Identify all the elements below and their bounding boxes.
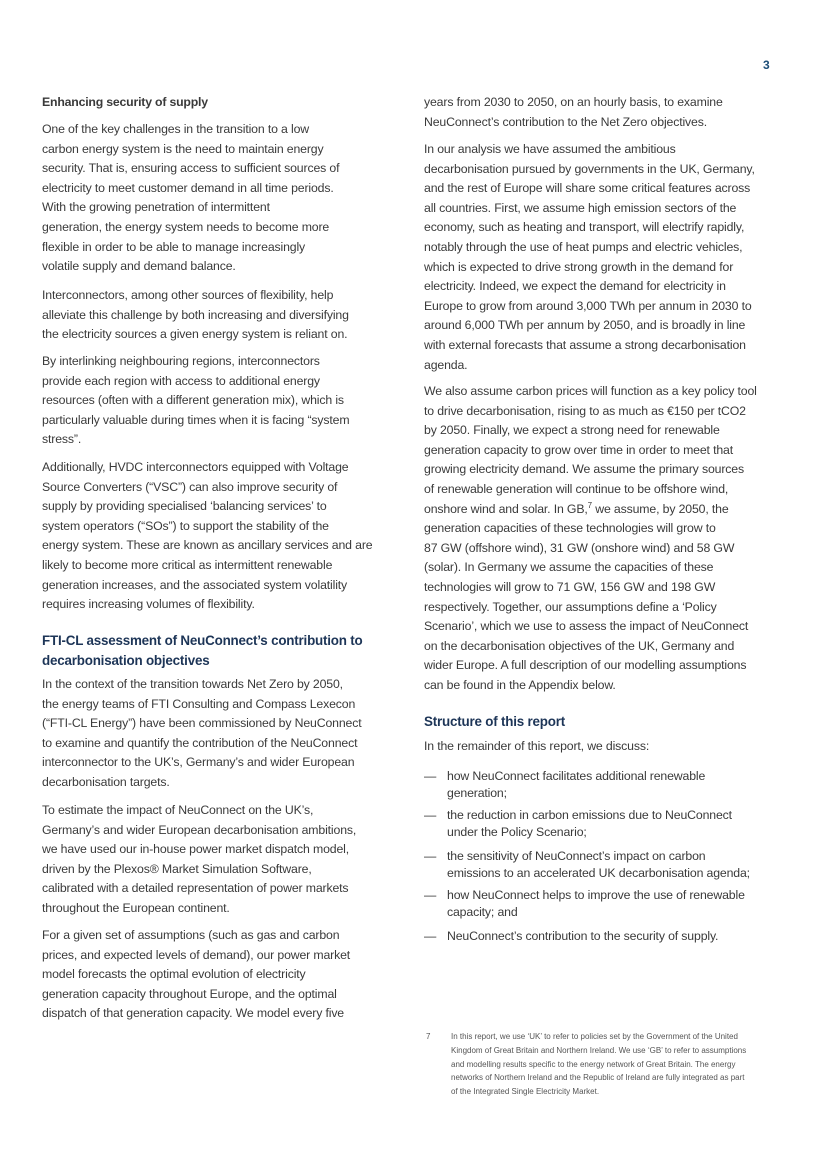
text-line: resources (often with a different generation mix), which is — [42, 393, 344, 408]
text-line: electricity to meet customer demand in all time periods. — [42, 180, 334, 195]
text-line: Source Converters (“VSC”) can also improve security of — [42, 479, 338, 494]
footnote-line: networks of Northern Ireland and the Republic of Ireland are fully integrated as part — [451, 1073, 745, 1083]
section-heading-structure: Structure of this report — [424, 714, 566, 729]
paragraph — [42, 926, 350, 1024]
text-line: to drive decarbonisation, rising to as much as €150 per tCO2 — [424, 403, 746, 418]
list-item-line: how NeuConnect facilitates additional renewable — [447, 769, 706, 783]
list-item-line: capacity; and — [447, 905, 518, 919]
text-line: (“FTI-CL Energy”) have been commissioned by NeuConnect — [42, 716, 362, 731]
list-item-line: the reduction in carbon emissions due to NeuConnect — [447, 808, 732, 822]
text-line: Scenario’, which we use to assess the impact of NeuConnect — [424, 619, 749, 634]
text-line: all countries. First, we assume high emission sectors of the — [424, 200, 737, 215]
text-line: provide each region with access to additional energy — [42, 373, 320, 388]
text-line: on the decarbonisation objectives of the UK, Germany and — [424, 638, 735, 653]
text-line: the energy teams of FTI Consulting and Compass Lexecon — [42, 696, 356, 711]
text-line: Europe to grow from around 3,000 TWh per annum in 2030 to — [424, 298, 752, 313]
text-line: particularly valuable during times when it is facing “system — [42, 412, 350, 427]
text-line: 87 GW (offshore wind), 31 GW (onshore wind) and 58 GW — [424, 540, 735, 555]
text-line: One of the key challenges in the transition to a low — [42, 122, 309, 136]
text-line: prices, and expected levels of demand), our power market — [42, 947, 351, 962]
list-item-line: emissions to an accelerated UK decarbonisation agenda; — [447, 866, 750, 880]
paragraph-part — [424, 519, 757, 695]
text-line: calibrated with a detailed representation of power markets — [42, 881, 349, 896]
heading-line: decarbonisation objectives — [42, 652, 210, 668]
list-item — [424, 887, 784, 921]
text-line: NeuConnect’s contribution to the Net Zero objectives. — [424, 114, 708, 129]
footnote-number: 7 — [426, 1032, 431, 1041]
text-line: generation capacities of these technologies will grow to — [424, 521, 716, 536]
text-line: Germany’s and wider European decarbonisation ambitions, — [42, 822, 357, 837]
footnote-line: Kingdom of Great Britain and Northern Ireland. We use ‘GB’ to refer to assumptions — [451, 1045, 747, 1055]
text-line: which is expected to drive strong growth in the demand for — [424, 259, 734, 274]
text-line — [424, 500, 757, 520]
text-line: years from 2030 to 2050, on an hourly basis, to examine — [424, 95, 723, 109]
paragraph — [424, 382, 757, 696]
dash-bullet-icon: — — [424, 769, 437, 783]
text-line: electricity. Indeed, we expect the demand for electricity in — [424, 279, 726, 294]
text-line: likely to become more critical as intermittent renewable — [42, 557, 333, 572]
list-item — [424, 768, 784, 802]
list-item-line: generation; — [447, 786, 507, 800]
text-line: economy, such as heating and transport, will electrify rapidly, — [424, 220, 745, 235]
text-line: For a given set of assumptions (such as gas and carbon — [42, 928, 340, 942]
dash-bullet-icon: — — [424, 849, 437, 863]
text-line: (solar). In Germany we assume the capacities of these — [424, 560, 714, 575]
text-line: security. That is, ensuring access to sufficient sources of — [42, 161, 340, 176]
heading-line: FTI-CL assessment of NeuConnect’s contribution to — [42, 633, 363, 648]
text-line: agenda. — [424, 357, 468, 372]
text-line: decarbonisation targets. — [42, 774, 170, 789]
footnote-line: of the Integrated Single Electricity Market. — [451, 1087, 600, 1097]
paragraph — [42, 675, 362, 793]
paragraph — [42, 286, 349, 345]
list-item — [424, 848, 784, 882]
text-line: throughout the European continent. — [42, 900, 230, 915]
paragraph — [424, 93, 723, 132]
footnote-line: and modelling results specific to the energy network of Great Britain. The energy — [451, 1059, 736, 1069]
paragraph — [42, 801, 356, 919]
text-line: We also assume carbon prices will function as a key policy tool — [424, 384, 757, 398]
text-line: In the context of the transition towards Net Zero by 2050, — [42, 677, 343, 691]
text-line: In the remainder of this report, we discuss: — [424, 739, 650, 753]
text-line: wider Europe. A full description of our modelling assumptions — [424, 658, 747, 673]
dash-bullet-icon: — — [424, 888, 437, 902]
text-line: To estimate the impact of NeuConnect on the UK’s, — [42, 803, 314, 817]
text-line: technologies will grow to 71 GW, 156 GW and 198 GW — [424, 579, 716, 594]
text-line: and the rest of Europe will share some critical features across — [424, 181, 751, 196]
paragraph — [42, 458, 372, 615]
paragraph — [424, 737, 649, 757]
list-item-line: how NeuConnect helps to improve the use of renewable — [447, 888, 745, 902]
text-line: with external forecasts that assume a strong decarbonisation — [424, 337, 746, 352]
text-line: generation capacity to grow over time in order to meet that — [424, 442, 733, 457]
text-segment: we assume, by 2050, the — [591, 501, 729, 516]
list-item-line: NeuConnect’s contribution to the security of supply. — [447, 929, 719, 943]
text-line: we have used our in-house power market dispatch model, — [42, 842, 350, 857]
text-line: supply by providing specialised ‘balancing services’ to — [42, 499, 327, 514]
text-line: generation capacity throughout Europe, and the optimal — [42, 986, 337, 1001]
text-line: By interlinking neighbouring regions, interconnectors — [42, 354, 320, 368]
text-line: dispatch of that generation capacity. We model every five — [42, 1006, 345, 1021]
text-line: to examine and quantify the contribution of the NeuConnect — [42, 735, 358, 750]
paragraph — [424, 140, 755, 375]
text-line: decarbonisation pursued by governments in the UK, Germany, — [424, 161, 755, 176]
text-line: flexible in order to be able to manage increasingly — [42, 239, 306, 254]
list-item-line: under the Policy Scenario; — [447, 825, 587, 839]
text-line: growing electricity demand. We assume the primary sources — [424, 462, 744, 477]
paragraph — [42, 352, 349, 450]
text-line: interconnector to the UK’s, Germany’s and wider European — [42, 755, 355, 770]
page-number: 3 — [763, 58, 770, 72]
text-segment: onshore wind and solar. In GB, — [424, 501, 588, 516]
text-line: model forecasts the optimal evolution of electricity — [42, 967, 306, 982]
text-line: can be found in the Appendix below. — [424, 677, 616, 692]
list-item — [424, 928, 784, 945]
section-heading-security-of-supply: Enhancing security of supply — [42, 95, 208, 109]
text-line: of renewable generation will continue to be offshore wind, — [424, 481, 729, 496]
text-line: around 6,000 TWh per annum by 2050, and is broadly in line — [424, 318, 746, 333]
text-line: requires increasing volumes of flexibility. — [42, 597, 255, 612]
list-item — [424, 807, 784, 841]
dash-bullet-icon: — — [424, 808, 437, 822]
paragraph — [42, 120, 339, 277]
text-line: driven by the Plexos® Market Simulation Software, — [42, 861, 312, 876]
text-line: Additionally, HVDC interconnectors equipped with Voltage — [42, 460, 349, 474]
list-item-line: the sensitivity of NeuConnect’s impact on carbon — [447, 849, 706, 863]
text-line: alleviate this challenge by both increasing and diversifying — [42, 307, 349, 322]
text-line: notably through the use of heat pumps and electric vehicles, — [424, 239, 743, 254]
text-line: With the growing penetration of intermittent — [42, 200, 270, 215]
text-line: Interconnectors, among other sources of flexibility, help — [42, 288, 334, 302]
footnote-text — [426, 1030, 746, 1099]
footnote-line: In this report, we use ‘UK’ to refer to policies set by the Government of the United — [451, 1032, 738, 1041]
text-line: generation, the energy system needs to become more — [42, 219, 330, 234]
text-line: generation increases, and the associated system volatility — [42, 577, 348, 592]
text-line: the electricity sources a given energy system is reliant on. — [42, 327, 348, 342]
footnote-reference[interactable]: 7 — [587, 500, 592, 510]
text-line: volatile supply and demand balance. — [42, 259, 236, 274]
paragraph-part — [424, 382, 757, 500]
footnote — [426, 1030, 746, 1099]
text-line: system operators (“SOs”) to support the stability of the — [42, 518, 329, 533]
text-line: respectively. Together, our assumptions define a ‘Policy — [424, 599, 717, 614]
text-line: energy system. These are known as ancillary services and are — [42, 538, 373, 553]
text-line: by 2050. Finally, we expect a strong need for renewable — [424, 423, 720, 438]
text-line: In our analysis we have assumed the ambitious — [424, 142, 676, 156]
section-heading-fti-cl-assessment — [42, 631, 363, 670]
dash-bullet-icon: — — [424, 929, 437, 943]
text-line: carbon energy system is the need to maintain energy — [42, 141, 324, 156]
text-line: stress”. — [42, 432, 82, 447]
